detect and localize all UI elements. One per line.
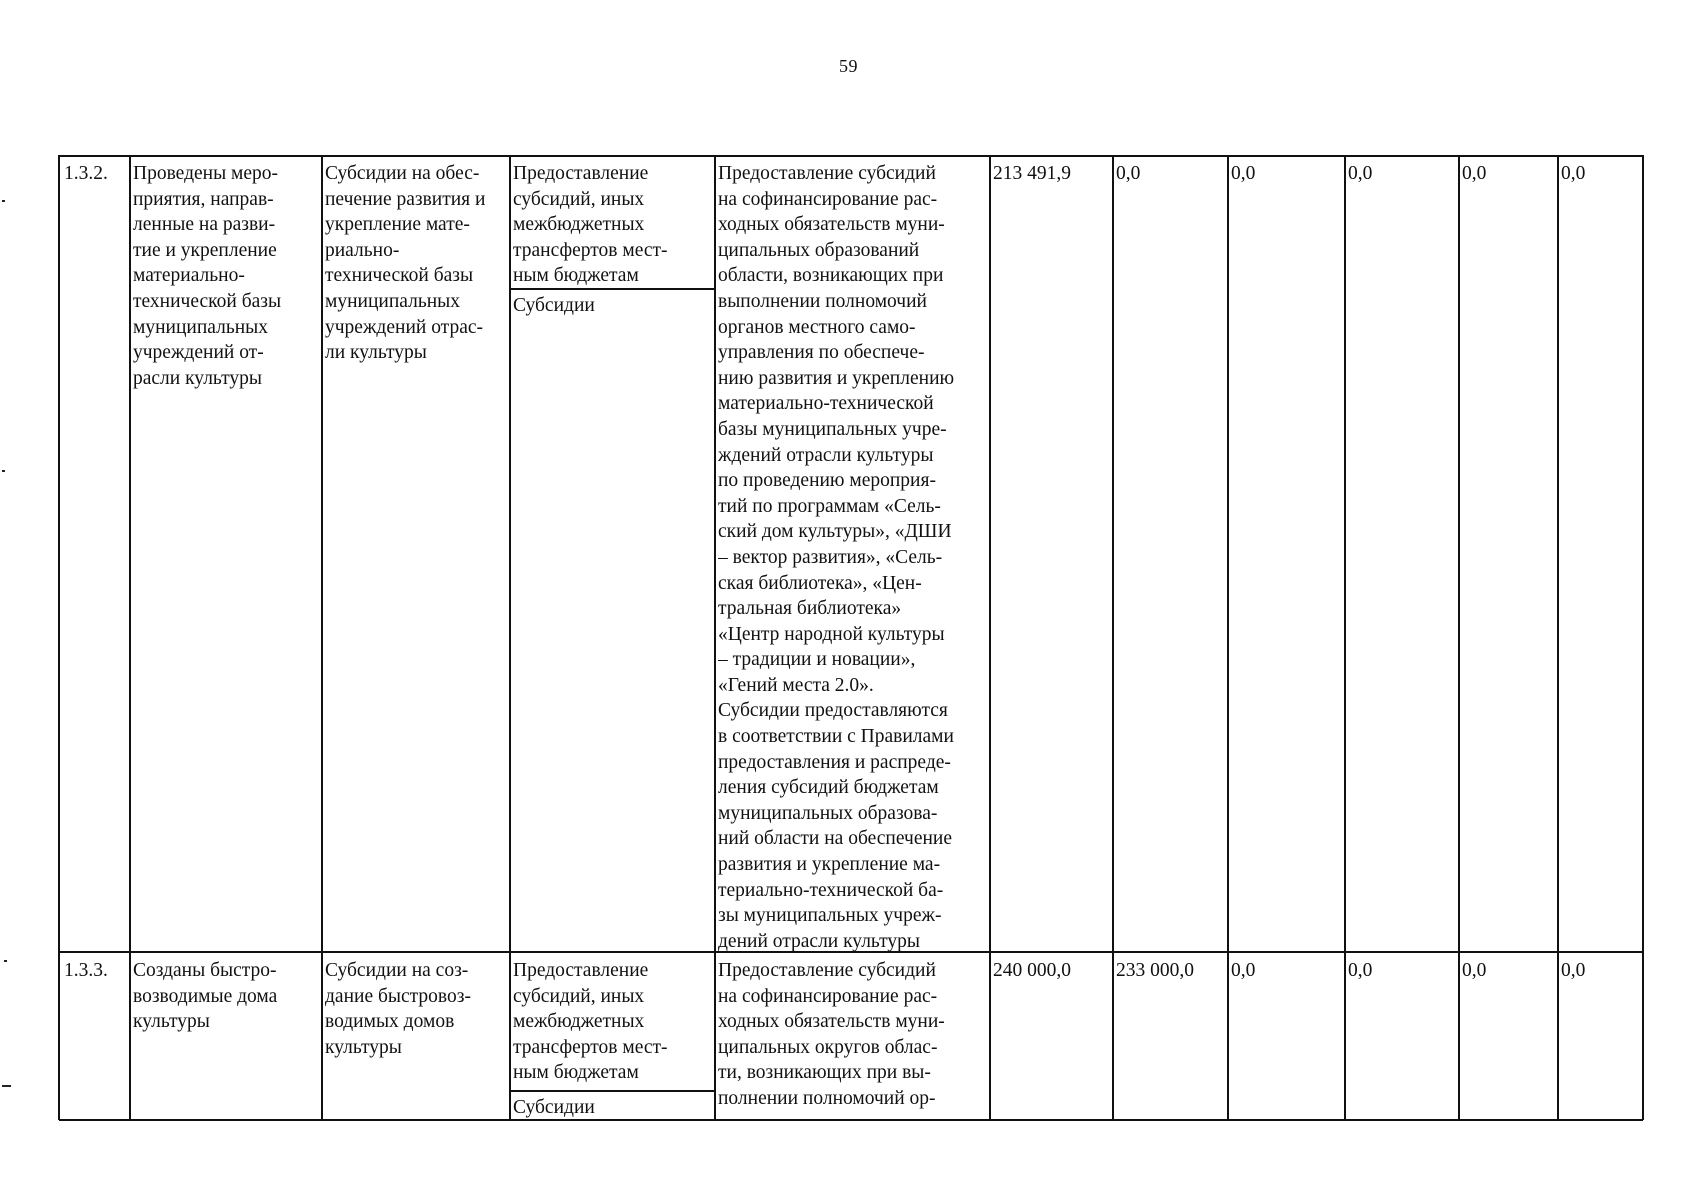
funding-value bbox=[1116, 958, 1226, 984]
type-text-line: межбюджетных bbox=[513, 214, 645, 236]
description-text-line: по проведению мероприя- bbox=[718, 470, 936, 492]
measure-text-line: риально- bbox=[325, 239, 400, 261]
measure-text-line: водимых домов bbox=[325, 1011, 455, 1033]
measure-text-line: культуры bbox=[325, 1036, 402, 1058]
table-top-border bbox=[59, 155, 1643, 157]
description-text-line: развития и укрепление ма- bbox=[718, 854, 941, 876]
description-text-line: Предоставление субсидий bbox=[718, 163, 936, 184]
type-text-line: трансфертов мест- bbox=[513, 239, 668, 261]
funding-value bbox=[1561, 958, 1641, 984]
funding-value bbox=[1561, 161, 1641, 187]
subtype-text-line: Субсидии bbox=[513, 295, 595, 316]
scan-mark bbox=[2, 470, 5, 472]
result-text bbox=[133, 958, 320, 1035]
description-text-line: в соответствии с Правилами bbox=[718, 726, 954, 748]
row-number-line: 1.3.3. bbox=[64, 960, 108, 981]
description-text-line: Субсидии предоставляются bbox=[718, 700, 948, 722]
type-text-line: субсидий, иных bbox=[513, 188, 645, 210]
description-text-line: «Гений места 2.0». bbox=[718, 674, 874, 696]
result-text-line: ленные на разви- bbox=[133, 214, 276, 236]
type-text bbox=[513, 958, 713, 1086]
result-text-line: Созданы быстро- bbox=[133, 960, 277, 981]
description-text-line: Предоставление субсидий bbox=[718, 960, 936, 981]
description-text-line: на софинансирование рас- bbox=[718, 985, 938, 1007]
description-text-line: муниципальных образова- bbox=[718, 802, 938, 824]
description-text-line: управления по обеспече- bbox=[718, 342, 925, 364]
column-border bbox=[1227, 155, 1229, 1120]
result-text-line: технической базы bbox=[133, 290, 282, 312]
result-text-line: материально- bbox=[133, 265, 245, 287]
scan-mark bbox=[4, 960, 7, 962]
measure-text-line: Субсидии на соз- bbox=[325, 960, 469, 981]
description-text-line: ходных обязательств муни- bbox=[718, 1011, 945, 1033]
description-text-line: ждений отрасли культуры bbox=[718, 444, 934, 466]
measure-text bbox=[325, 958, 508, 1060]
type-subtype-separator bbox=[510, 1090, 715, 1092]
description-text-line: – традиции и новации», bbox=[718, 649, 916, 671]
column-border bbox=[1112, 155, 1114, 1120]
funding-value bbox=[1231, 161, 1343, 187]
column-border bbox=[1458, 155, 1460, 1120]
funding-value bbox=[1348, 161, 1457, 187]
description-text-line: ская библиотека», «Цен- bbox=[718, 572, 922, 594]
result-text-line: муниципальных bbox=[133, 316, 269, 338]
funding-value-line: 0,0 bbox=[1348, 163, 1373, 184]
type-text-line: Предоставление bbox=[513, 960, 649, 981]
type-text-line: Предоставление bbox=[513, 163, 649, 184]
subtype-text bbox=[513, 1095, 713, 1121]
funding-value-line: 0,0 bbox=[1561, 163, 1586, 184]
result-text-line: приятия, направ- bbox=[133, 188, 274, 210]
description-text-line: на софинансирование рас- bbox=[718, 188, 938, 210]
description-text-line: выполнении полномочий bbox=[718, 290, 927, 312]
measure-text-line: Субсидии на обес- bbox=[325, 163, 480, 184]
description-text-line: базы муниципальных учре- bbox=[718, 418, 947, 440]
description-text-line: тий по программам «Сель- bbox=[718, 495, 941, 517]
result-text-line: Проведены меро- bbox=[133, 163, 279, 184]
type-text-line: субсидий, иных bbox=[513, 985, 645, 1007]
result-text-line: расли культуры bbox=[133, 367, 262, 389]
measure-text-line: печение развития и bbox=[325, 188, 486, 210]
type-text-line: межбюджетных bbox=[513, 1011, 645, 1033]
subtype-text-line: Субсидии bbox=[513, 1097, 595, 1118]
measure-text bbox=[325, 161, 508, 366]
description-text-line: ходных обязательств муни- bbox=[718, 214, 945, 236]
description-text-line: тральная библиотека» bbox=[718, 598, 902, 620]
description-text-line: дений отрасли культуры bbox=[718, 930, 920, 952]
type-text-line: ным бюджетам bbox=[513, 1062, 639, 1084]
funding-value-line: 0,0 bbox=[1462, 960, 1487, 981]
description-text-line: ципальных округов облас- bbox=[718, 1036, 938, 1058]
description-text-line: зы муниципальных учреж- bbox=[718, 905, 942, 927]
description-text bbox=[718, 161, 989, 954]
funding-value-line: 0,0 bbox=[1348, 960, 1373, 981]
funding-value bbox=[1462, 958, 1556, 984]
type-text-line: трансфертов мест- bbox=[513, 1036, 668, 1058]
funding-value bbox=[1462, 161, 1556, 187]
description-text-line: нию развития и укреплению bbox=[718, 367, 955, 389]
measure-text-line: технической базы bbox=[325, 265, 474, 287]
column-border bbox=[321, 155, 323, 1120]
description-text-line: ти, возникающих при вы- bbox=[718, 1062, 931, 1084]
description-text-line: ципальных образований bbox=[718, 239, 920, 261]
page-number: 59 bbox=[839, 56, 858, 76]
description-text-line: «Центр народной культуры bbox=[718, 623, 945, 645]
description-text-line: ний области на обеспечение bbox=[718, 828, 953, 850]
description-text-line: териально-технической ба- bbox=[718, 879, 944, 901]
result-text bbox=[133, 161, 320, 391]
row-number bbox=[64, 958, 129, 984]
funding-value-line: 213 491,9 bbox=[993, 163, 1071, 184]
description-text-line: органов местного само- bbox=[718, 316, 916, 338]
type-text-line: ным бюджетам bbox=[513, 265, 639, 287]
funding-value-line: 0,0 bbox=[1116, 163, 1141, 184]
column-border bbox=[989, 155, 991, 1120]
column-border bbox=[1642, 155, 1644, 1120]
funding-value bbox=[1348, 958, 1457, 984]
funding-value-line: 233 000,0 bbox=[1116, 960, 1194, 981]
description-text-line: предоставления и распреде- bbox=[718, 751, 951, 773]
funding-value-line: 240 000,0 bbox=[993, 960, 1071, 981]
row-number-line: 1.3.2. bbox=[64, 163, 108, 184]
funding-value-line: 0,0 bbox=[1561, 960, 1586, 981]
column-border bbox=[1344, 155, 1346, 1120]
result-text-line: тие и укрепление bbox=[133, 239, 277, 261]
result-text-line: культуры bbox=[133, 1011, 210, 1033]
description-text-line: области, возникающих при bbox=[718, 265, 944, 287]
type-text bbox=[513, 161, 713, 289]
result-text-line: учреждений от- bbox=[133, 342, 264, 364]
description-text bbox=[718, 958, 989, 1112]
scan-mark bbox=[2, 200, 5, 202]
table-bottom-border bbox=[59, 1119, 1643, 1121]
column-border bbox=[1557, 155, 1559, 1120]
measure-text-line: учреждений отрас- bbox=[325, 316, 483, 338]
description-text-line: материально-технической bbox=[718, 393, 934, 415]
measure-text-line: укрепление мате- bbox=[325, 214, 470, 236]
funding-value-line: 0,0 bbox=[1462, 163, 1487, 184]
description-text-line: – вектор развития», «Сель- bbox=[718, 546, 943, 568]
measure-text-line: муниципальных bbox=[325, 290, 461, 312]
scan-mark bbox=[2, 1085, 11, 1087]
measure-text-line: дание быстровоз- bbox=[325, 985, 471, 1007]
funding-value bbox=[993, 161, 1111, 187]
column-border bbox=[714, 155, 716, 1120]
row-number bbox=[64, 161, 129, 187]
description-text-line: ский дом культуры», «ДШИ bbox=[718, 521, 952, 543]
column-border bbox=[509, 155, 511, 1120]
funding-value-line: 0,0 bbox=[1231, 960, 1256, 981]
measure-text-line: ли культуры bbox=[325, 342, 427, 364]
result-text-line: возводимые дома bbox=[133, 985, 278, 1007]
column-border bbox=[129, 155, 131, 1120]
funding-value bbox=[993, 958, 1111, 984]
funding-value-line: 0,0 bbox=[1231, 163, 1256, 184]
funding-value bbox=[1231, 958, 1343, 984]
funding-value bbox=[1116, 161, 1226, 187]
column-border bbox=[58, 155, 60, 1120]
description-text-line: полнении полномочий ор- bbox=[718, 1087, 936, 1109]
description-text-line: ления субсидий бюджетам bbox=[718, 777, 939, 799]
subtype-text bbox=[513, 293, 713, 319]
